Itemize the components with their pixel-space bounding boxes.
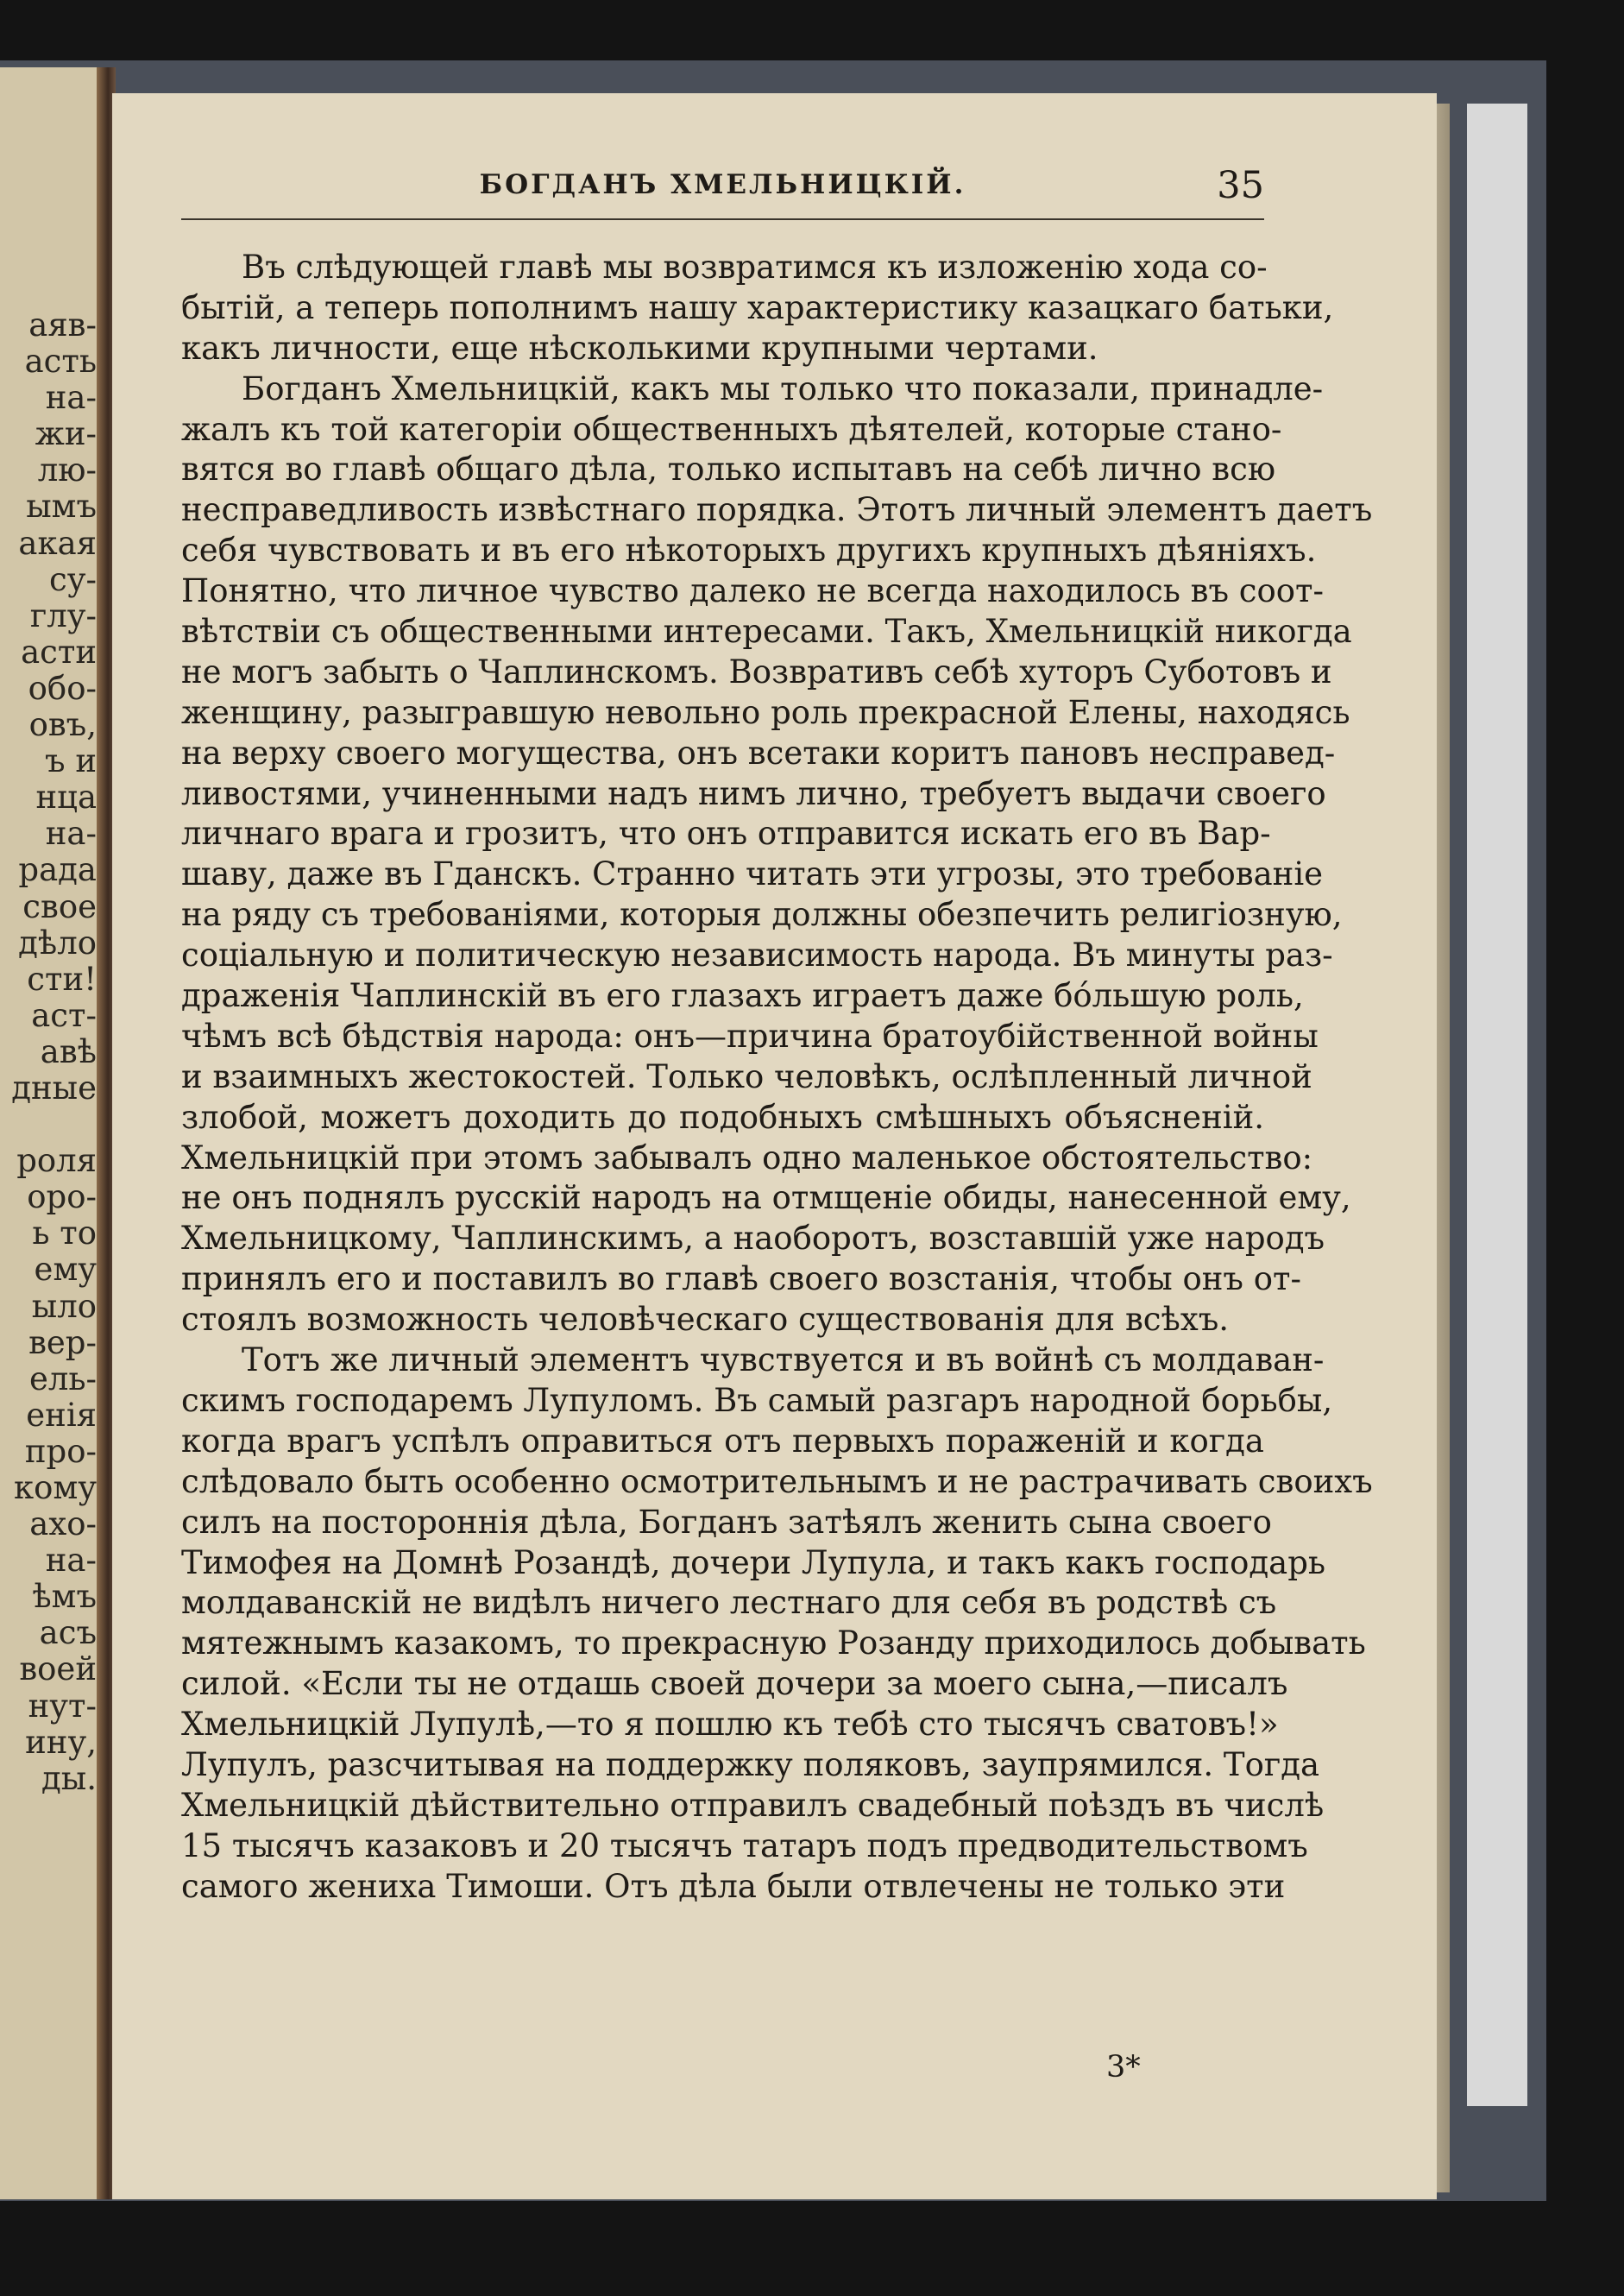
text-line: Хмельницкому, Чаплинскимъ, а наоборотъ, возставшій уже народъ bbox=[181, 1220, 1325, 1258]
previous-page-line: жи- bbox=[35, 415, 97, 453]
text-line: вятся во главѣ общаго дѣла, только испытавъ на себѣ лично всю bbox=[181, 451, 1276, 489]
text-line: драженія Чаплинскій въ его глазахъ играетъ даже бо́льшую роль, bbox=[181, 977, 1304, 1015]
previous-page-line: аст- bbox=[31, 996, 97, 1034]
text-line: Понятно, что личное чувство далеко не всегда находилось въ соот- bbox=[181, 572, 1325, 610]
text-line: силъ на постороннія дѣла, Богданъ затѣялъ женить сына своего bbox=[181, 1503, 1272, 1541]
text-line: Богданъ Хмельницкій, какъ мы только что показали, принадле- bbox=[242, 369, 1324, 407]
text-line: Хмельницкій дѣйствительно отправилъ свадебный поѣздъ въ числѣ bbox=[181, 1786, 1325, 1824]
previous-page-line: овъ, bbox=[28, 706, 97, 744]
previous-page-line: дѣло bbox=[18, 924, 97, 962]
signature-mark: 3* bbox=[1106, 2050, 1141, 2085]
text-line: несправедливость извѣстнаго порядка. Этотъ личный элементъ даетъ bbox=[181, 491, 1373, 529]
text-line: чѣмъ всѣ бѣдствія народа: онъ—причина братоубійственной войны bbox=[181, 1017, 1319, 1055]
previous-page-line: нут- bbox=[28, 1687, 97, 1725]
previous-page-line: ину, bbox=[25, 1723, 97, 1761]
previous-page-line: глу- bbox=[29, 596, 97, 634]
text-line: вѣтствіи съ общественными интересами. Такъ, Хмельницкій никогда bbox=[181, 613, 1352, 651]
previous-page-line: акая bbox=[18, 524, 97, 562]
previous-page-line: воей bbox=[19, 1650, 97, 1688]
text-line: на верху своего могущества, онъ всетаки коритъ пановъ несправед- bbox=[181, 734, 1336, 772]
text-line: себя чувствовать и въ его нѣкоторыхъ другихъ крупныхъ дѣяніяхъ. bbox=[181, 532, 1317, 570]
previous-page-line: авѣ bbox=[40, 1032, 97, 1070]
page-number: 35 bbox=[1217, 164, 1264, 207]
text-line: злобой, можетъ доходить до подобныхъ смѣшныхъ объясненій. bbox=[181, 1098, 1264, 1136]
previous-page-fragments bbox=[0, 307, 97, 1797]
text-line: принялъ его и поставилъ во главѣ своего возстанія, чтобы онъ от- bbox=[181, 1260, 1301, 1298]
text-line: жалъ къ той категоріи общественныхъ дѣятелей, которые стано- bbox=[181, 410, 1282, 448]
text-line: Хмельницкій при этомъ забывалъ одно маленькое обстоятельство: bbox=[181, 1139, 1313, 1176]
previous-page-line: нца bbox=[35, 779, 97, 817]
text-line: мятежнымъ казакомъ, то прекрасную Розанду приходилось добывать bbox=[181, 1624, 1366, 1662]
text-line: скимъ господаремъ Лупуломъ. Въ самый разгаръ народной борьбы, bbox=[181, 1381, 1333, 1419]
text-line: Хмельницкій Лупулѣ,—то я пошлю къ тебѣ сто тысячъ сватовъ!» bbox=[181, 1706, 1279, 1744]
previous-page-line: су- bbox=[49, 560, 97, 598]
previous-page-line: на- bbox=[45, 379, 97, 417]
previous-page-line: ъ и bbox=[45, 742, 97, 780]
text-line: молдаванскій не видѣлъ ничего лестнаго для себя въ родствѣ съ bbox=[181, 1584, 1277, 1622]
text-line: стоялъ возможность человѣческаго существованія для всѣхъ. bbox=[181, 1301, 1229, 1339]
header-rule bbox=[181, 218, 1264, 220]
text-line: когда врагъ успѣлъ оправиться отъ первыхъ пораженій и когда bbox=[181, 1422, 1264, 1460]
previous-page-line: рада bbox=[18, 851, 97, 889]
previous-page-line: лю- bbox=[37, 451, 97, 489]
previous-page-line: аяв- bbox=[28, 306, 97, 344]
text-line: самого жениха Тимоши. Отъ дѣла были отвлечены не только эти bbox=[181, 1867, 1286, 1905]
previous-page-line: на- bbox=[45, 815, 97, 853]
text-line: соціальную и политическую независимость народа. Въ минуты раз- bbox=[181, 937, 1333, 975]
text-line: не онъ поднялъ русскій народъ на отмщеніе обиды, нанесенной ему, bbox=[181, 1179, 1351, 1217]
text-line: Лупулъ, разсчитывая на поддержку поляковъ, заупрямился. Тогда bbox=[181, 1745, 1320, 1783]
text-line: ливостями, учиненными надъ нимъ лично, требуетъ выдачи своего bbox=[181, 774, 1326, 812]
text-line: какъ личности, еще нѣсколькими крупными чертами. bbox=[181, 329, 1098, 367]
previous-page-line: ыло bbox=[31, 1287, 97, 1325]
previous-page-line: асть bbox=[24, 343, 97, 381]
previous-page-line: оро- bbox=[27, 1178, 97, 1216]
previous-page-line: кому bbox=[14, 1469, 97, 1506]
previous-page-line: асти bbox=[21, 633, 97, 671]
previous-page-line: асъ bbox=[39, 1614, 97, 1652]
text-line: 15 тысячъ казаковъ и 20 тысячъ татаръ подъ предводительствомъ bbox=[181, 1826, 1308, 1864]
previous-page-line: ему bbox=[34, 1251, 97, 1289]
text-line: шаву, даже въ Гданскъ. Странно читать эти угрозы, это требованіе bbox=[181, 855, 1324, 893]
text-line: Тимофея на Домнѣ Розандѣ, дочери Лупула, и такъ какъ господарь bbox=[181, 1543, 1326, 1581]
previous-page-line: дные bbox=[11, 1069, 97, 1107]
previous-page-line: роля bbox=[16, 1142, 97, 1180]
previous-page-line: на- bbox=[45, 1542, 97, 1580]
previous-page bbox=[0, 67, 102, 2199]
previous-page-line: обо- bbox=[28, 669, 97, 707]
body-text bbox=[181, 248, 1373, 1908]
text-line: силой. «Если ты не отдашь своей дочери за моего сына,—писалъ bbox=[181, 1665, 1288, 1703]
running-head-title: БОГДАНЪ ХМЕЛЬНИЦКІЙ. bbox=[479, 169, 966, 200]
previous-page-line: свое bbox=[22, 887, 97, 925]
previous-page-line: про- bbox=[24, 1432, 97, 1470]
text-line: Тотъ же личный элементъ чувствуется и въ войнѣ съ молдаван- bbox=[242, 1341, 1325, 1379]
text-line: личнаго врага и грозитъ, что онъ отправится искать его въ Вар- bbox=[181, 815, 1271, 853]
text-line: не могъ забыть о Чаплинскомъ. Возвративъ себѣ хуторъ Суботовъ и bbox=[181, 653, 1332, 691]
previous-page-line: сти! bbox=[27, 960, 97, 998]
previous-page-line: ѣмъ bbox=[32, 1578, 97, 1616]
previous-page-line: вер- bbox=[28, 1323, 97, 1361]
text-line: на ряду съ требованіями, которыя должны обезпечить религіозную, bbox=[181, 896, 1343, 934]
text-line: Въ слѣдующей главѣ мы возвратимся къ изложенію хода со- bbox=[242, 249, 1268, 286]
text-line: бытій, а теперь пополнимъ нашу характеристику казацкаго батьки, bbox=[181, 288, 1334, 326]
running-head bbox=[181, 164, 1264, 205]
previous-page-line: ахо- bbox=[29, 1505, 97, 1543]
text-line: слѣдовало быть особенно осмотрительнымъ и не растрачивать своихъ bbox=[181, 1462, 1373, 1500]
previous-page-line: ымъ bbox=[26, 488, 97, 526]
previous-page-line: енія bbox=[26, 1396, 97, 1434]
previous-page-line: ь то bbox=[32, 1214, 97, 1252]
previous-page-line: ель- bbox=[28, 1359, 97, 1397]
previous-page-line bbox=[0, 1107, 97, 1143]
cover-edge bbox=[1467, 104, 1527, 2106]
text-line: и взаимныхъ жестокостей. Только человѣкъ, ослѣпленный личной bbox=[181, 1057, 1312, 1095]
previous-page-line: ды. bbox=[41, 1759, 97, 1797]
text-line: женщину, разыгравшую невольно роль прекрасной Елены, находясь bbox=[181, 693, 1350, 731]
